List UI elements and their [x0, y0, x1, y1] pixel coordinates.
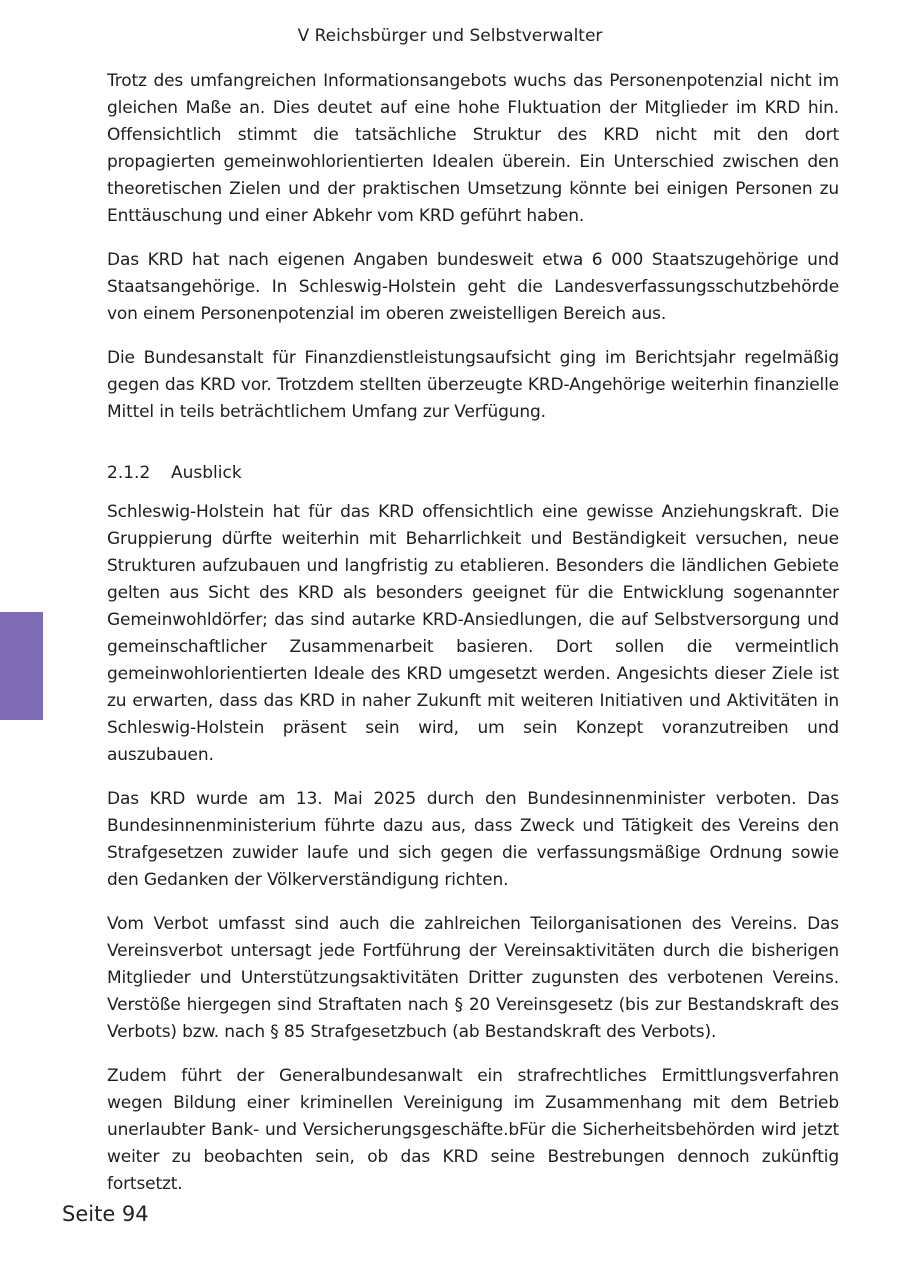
page-number: Seite 94 [62, 1202, 149, 1226]
paragraph-informationsangebot: Trotz des umfangreichen Informationsangebots wuchs das Personenpotenzial nicht im gleichen Maße an. Dies deutet auf eine hohe Fluktuation der Mitglieder im KRD hin. Offensichtlich stimmt die tatsächliche Struktur des KRD nicht mit den dort propagierten gemeinwohlorientierten Idealen überein. Ein Unterschied zwischen den theoretischen Zielen und der praktischen Umsetzung könnte bei einigen Personen zu Enttäuschung und einer Abkehr vom KRD geführt haben. [107, 71, 839, 226]
section-number: 2.1.2 [107, 463, 151, 483]
section-heading [107, 460, 839, 487]
paragraph-verbot: Das KRD wurde am 13. Mai 2025 durch den Bundesinnenminister verboten. Das Bundesinnenministerium führte dazu aus, dass Zweck und Tätigkeit des Vereins den Strafgesetzen zuwider laufe und sich gegen die verfassungsmäßige Ordnung sowie den Gedanken der Völkerverständigung richten. [107, 789, 839, 890]
section-title: Ausblick [171, 463, 242, 483]
paragraph-teilorganisationen: Vom Verbot umfasst sind auch die zahlreichen Teilorganisationen des Vereins. Das Vereinsverbot untersagt jede Fortführung der Vereinsaktivitäten durch die bisherigen Mitglieder und Unterstützungsaktivitäten Dritter zugunsten des verbotenen Vereins. Verstöße hiergegen sind Straftaten nach § 20 Vereinsgesetz (bis zur Bestandskraft des Verbots) bzw. nach § 85 Strafgesetzbuch (ab Bestandskraft des Verbots). [107, 914, 839, 1042]
paragraph-anziehungskraft: Schleswig-Holstein hat für das KRD offensichtlich eine gewisse Anziehungskraft. Die Gruppierung dürfte weiterhin mit Beharrlichkeit und Beständigkeit versuchen, neue Strukturen aufzubauen und langfristig zu etablieren. Besonders die ländlichen Gebiete gelten aus Sicht des KRD als besonders geeignet für die Entwicklung sogenannter Gemeinwohldörfer; das sind autarke KRD-Ansiedlungen, die auf Selbstversorgung und gemeinschaftlicher Zusammenarbeit basieren. Dort sollen die vermeintlich gemeinwohlorientierten Ideale des KRD umgesetzt werden. Angesichts dieser Ziele ist zu erwarten, dass das KRD in naher Zukunft mit weiteren Initiativen und Aktivitäten in Schleswig-Holstein präsent sein wird, um sein Konzept voranzutreiben und auszubauen. [107, 502, 839, 765]
text-column [107, 68, 839, 1215]
running-header: V Reichsbürger und Selbstverwalter [297, 26, 603, 46]
paragraph-bafin: Die Bundesanstalt für Finanzdienstleistungsaufsicht ging im Berichtsjahr regelmäßig gegen das KRD vor. Trotzdem stellten überzeugte KRD-Angehörige weiterhin finanzielle Mittel in teils beträchtlichem Umfang zur Verfügung. [107, 348, 839, 422]
chapter-side-tab [0, 612, 43, 720]
paragraph-generalbundesanwalt: Zudem führt der Generalbundesanwalt ein strafrechtliches Ermittlungsverfahren wegen Bildung einer kriminellen Vereinigung im Zusammenhang mit dem Betrieb unerlaubter Bank- und Versicherungsgeschäfte.bFür die Sicherheitsbehörden wird jetzt weiter zu beobachten sein, ob das KRD seine Bestrebungen dennoch zukünftig fortsetzt. [107, 1066, 839, 1194]
paragraph-personenpotenzial: Das KRD hat nach eigenen Angaben bundesweit etwa 6 000 Staatszugehörige und Staatsangehörige. In Schleswig-Holstein geht die Landesverfassungsschutzbehörde von einem Personenpotenzial im oberen zweistelligen Bereich aus. [107, 250, 839, 324]
